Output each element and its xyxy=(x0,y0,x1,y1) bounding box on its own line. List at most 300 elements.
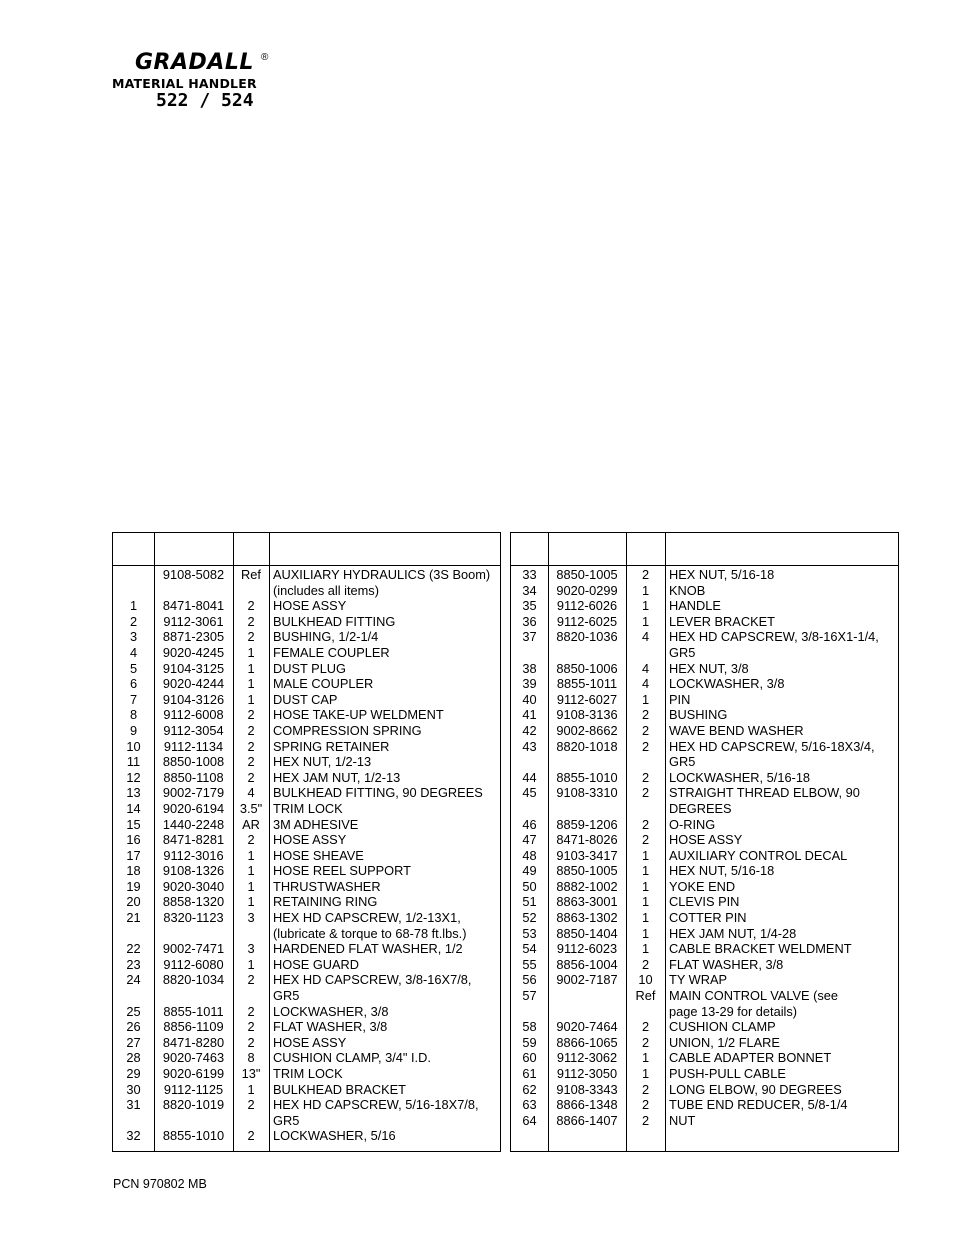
quantity: 3 xyxy=(247,941,255,957)
description: DEGREES xyxy=(669,800,732,816)
table-row xyxy=(511,629,898,645)
table-row xyxy=(511,661,898,677)
table-row xyxy=(113,817,500,833)
quantity: 2 xyxy=(641,738,650,754)
table-row xyxy=(113,1097,500,1113)
quantity: 3 xyxy=(247,910,255,926)
quantity: 1 xyxy=(247,644,255,660)
part-number: 9108-3343 xyxy=(556,1081,618,1097)
table-row xyxy=(113,754,500,770)
description: HOSE GUARD xyxy=(273,956,360,972)
description: HOSE ASSY xyxy=(669,832,743,848)
part-number xyxy=(548,645,626,661)
table-row xyxy=(511,972,898,988)
part-number: 8850-1008 xyxy=(162,754,225,770)
quantity: 1 xyxy=(247,878,255,894)
table-row xyxy=(511,676,898,692)
description: CUSHION CLAMP xyxy=(669,1019,776,1035)
description: 3M ADHESIVE xyxy=(273,816,359,832)
table-row xyxy=(511,879,898,895)
description: MALE COUPLER xyxy=(273,676,374,692)
table-row xyxy=(113,739,500,755)
table-row xyxy=(511,926,898,942)
quantity xyxy=(233,583,269,599)
table-row xyxy=(511,1082,898,1098)
table-row xyxy=(511,1050,898,1066)
table-header-divider xyxy=(113,565,500,566)
item-number: 38 xyxy=(522,660,537,676)
part-number: 8856-1109 xyxy=(163,1019,224,1035)
part-number: 9108-3136 xyxy=(556,707,618,723)
part-number: 8850-1404 xyxy=(556,925,618,941)
item-number: 25 xyxy=(126,1003,141,1019)
description: TY WRAP xyxy=(669,972,728,988)
quantity: 2 xyxy=(641,707,650,723)
table-row xyxy=(511,785,898,801)
description: COMPRESSION SPRING xyxy=(273,722,422,738)
part-number: 9112-3054 xyxy=(163,722,224,738)
description: LEVER BRACKET xyxy=(669,613,775,629)
part-number: 9020-0299 xyxy=(556,582,618,598)
description: GR5 xyxy=(273,988,300,1004)
part-number: 9112-6026 xyxy=(556,598,618,614)
table-row xyxy=(511,848,898,864)
part-number: 8855-1010 xyxy=(162,1128,225,1144)
quantity xyxy=(233,926,269,942)
description: PIN xyxy=(669,691,691,707)
item-number: 46 xyxy=(522,816,537,832)
description: HEX NUT, 1/2-13 xyxy=(273,754,372,770)
quantity: 1 xyxy=(641,582,650,598)
part-number: 8820-1034 xyxy=(162,972,225,988)
quantity: 2 xyxy=(641,567,650,582)
table-row xyxy=(113,1019,500,1035)
quantity: 1 xyxy=(641,925,650,941)
item-number: 27 xyxy=(126,1034,141,1050)
table-row xyxy=(113,1004,500,1020)
item-number: 14 xyxy=(126,800,141,816)
quantity: 4 xyxy=(641,660,650,676)
item-number: 44 xyxy=(522,769,537,785)
description: HEX HD CAPSCREW, 1/2-13X1, xyxy=(273,910,461,926)
description: GR5 xyxy=(273,1112,300,1128)
quantity: Ref xyxy=(635,988,656,1004)
table-row xyxy=(511,817,898,833)
quantity: 1 xyxy=(641,691,650,707)
quantity: 2 xyxy=(247,598,255,614)
part-number: 8471-8280 xyxy=(162,1034,225,1050)
quantity: 2 xyxy=(247,722,255,738)
table-row xyxy=(113,894,500,910)
description: BULKHEAD BRACKET xyxy=(273,1081,406,1097)
description: TRIM LOCK xyxy=(273,800,343,816)
part-number xyxy=(548,1004,626,1020)
part-number: 8820-1036 xyxy=(556,629,618,645)
table-row xyxy=(113,676,500,692)
table-row xyxy=(511,598,898,614)
description: KNOB xyxy=(669,582,706,598)
item-number: 3 xyxy=(129,629,138,645)
description: LOCKWASHER, 3/8 xyxy=(669,676,785,692)
part-number: 8882-1002 xyxy=(556,878,618,894)
item-number: 55 xyxy=(522,956,537,972)
item-number xyxy=(511,1004,548,1020)
part-number: 8855-1011 xyxy=(556,676,618,692)
item-number: 20 xyxy=(126,894,141,910)
table-row xyxy=(511,1035,898,1051)
part-number: 8820-1018 xyxy=(556,738,618,754)
quantity: 2 xyxy=(247,613,255,629)
item-number: 29 xyxy=(126,1066,141,1081)
item-number xyxy=(511,801,548,817)
table-row xyxy=(113,1050,500,1066)
table-header-divider xyxy=(511,565,898,566)
table-row xyxy=(511,832,898,848)
description: HOSE REEL SUPPORT xyxy=(273,863,411,879)
description: THRUSTWASHER xyxy=(273,878,381,894)
item-number: 43 xyxy=(522,738,537,754)
table-row xyxy=(113,692,500,708)
table-row xyxy=(113,723,500,739)
part-number: 9112-6080 xyxy=(163,956,224,972)
description: O-RING xyxy=(669,816,716,832)
quantity: 1 xyxy=(247,676,255,692)
description: (lubricate & torque to 68-78 ft.lbs.) xyxy=(273,925,467,941)
description: page 13-29 for details) xyxy=(669,1003,798,1019)
description: HOSE ASSY xyxy=(273,1034,347,1050)
table-row xyxy=(113,614,500,630)
part-number: 8471-8041 xyxy=(162,598,225,614)
quantity: 13" xyxy=(241,1066,261,1081)
description: BUSHING, 1/2-1/4 xyxy=(273,629,379,645)
description: (includes all items) xyxy=(273,582,379,598)
description: HANDLE xyxy=(669,598,721,614)
quantity: 2 xyxy=(247,769,255,785)
table-row xyxy=(511,739,898,755)
description: TRIM LOCK xyxy=(273,1066,343,1081)
quantity: 2 xyxy=(641,785,650,801)
item-number xyxy=(113,988,154,1004)
quantity: 1 xyxy=(641,878,650,894)
description: UNION, 1/2 FLARE xyxy=(669,1034,780,1050)
table-row xyxy=(511,801,898,817)
description: HEX NUT, 5/16-18 xyxy=(669,863,775,879)
item-number xyxy=(113,1113,154,1129)
part-number: 9020-7464 xyxy=(556,1019,618,1035)
item-number: 7 xyxy=(129,691,138,707)
item-number: 8 xyxy=(129,707,138,723)
description: HEX HD CAPSCREW, 3/8-16X1-1/4, xyxy=(669,629,879,645)
item-number: 36 xyxy=(522,613,537,629)
item-number: 9 xyxy=(129,722,138,738)
quantity: 2 xyxy=(247,629,255,645)
description: CLEVIS PIN xyxy=(669,894,740,910)
part-number: 8471-8281 xyxy=(162,832,225,848)
quantity xyxy=(626,754,665,770)
description: YOKE END xyxy=(669,878,736,894)
quantity: 4 xyxy=(641,676,650,692)
quantity: 2 xyxy=(641,769,650,785)
quantity: 10 xyxy=(638,972,653,988)
product-subtitle: MATERIAL HANDLER xyxy=(112,76,257,91)
pcn-footer: PCN 970802 MB xyxy=(113,1177,207,1191)
quantity: 2 xyxy=(247,738,255,754)
quantity: 2 xyxy=(247,832,255,848)
quantity: 2 xyxy=(641,832,650,848)
description: LOCKWASHER, 3/8 xyxy=(273,1003,389,1019)
description: CUSHION CLAMP, 3/4" I.D. xyxy=(273,1050,431,1066)
description: HOSE ASSY xyxy=(273,598,347,614)
part-number: 9104-3126 xyxy=(162,691,225,707)
quantity: 1 xyxy=(641,894,650,910)
item-number: 31 xyxy=(126,1097,141,1113)
parts-table-right xyxy=(510,532,899,1152)
item-number xyxy=(511,754,548,770)
table-row xyxy=(113,785,500,801)
quantity: 1 xyxy=(247,1081,255,1097)
description: LOCKWASHER, 5/16 xyxy=(273,1128,396,1144)
part-number: 9020-6199 xyxy=(162,1066,225,1081)
part-number: 8863-1302 xyxy=(556,910,618,926)
part-number: 9112-3050 xyxy=(556,1066,618,1081)
table-row xyxy=(511,1113,898,1129)
part-number: 9112-6008 xyxy=(163,707,224,723)
quantity xyxy=(626,1004,665,1020)
part-number: 8850-1108 xyxy=(163,769,224,785)
table-row xyxy=(113,972,500,988)
item-number: 54 xyxy=(522,941,537,957)
item-number: 32 xyxy=(126,1128,141,1144)
quantity: 2 xyxy=(247,972,255,988)
description: HEX NUT, 3/8 xyxy=(669,660,749,676)
table-row xyxy=(511,645,898,661)
part-number: 8855-1011 xyxy=(163,1003,224,1019)
part-number: 9104-3125 xyxy=(162,660,225,676)
part-number: 9112-6023 xyxy=(556,941,618,957)
quantity: 1 xyxy=(641,1066,650,1081)
quantity: 4 xyxy=(641,629,650,645)
table-row xyxy=(511,941,898,957)
description: AUXILIARY CONTROL DECAL xyxy=(669,847,848,863)
table-row xyxy=(511,692,898,708)
table-row xyxy=(511,957,898,973)
description: FLAT WASHER, 3/8 xyxy=(273,1019,388,1035)
part-number: 9112-3062 xyxy=(556,1050,618,1066)
table-row xyxy=(113,770,500,786)
part-number: 9020-6194 xyxy=(162,800,225,816)
description: HEX JAM NUT, 1/2-13 xyxy=(273,769,401,785)
quantity: 2 xyxy=(247,1003,255,1019)
part-number: 8855-1010 xyxy=(556,769,618,785)
item-number: 1 xyxy=(129,598,138,614)
item-number: 53 xyxy=(522,925,537,941)
item-number: 30 xyxy=(126,1081,141,1097)
table-row xyxy=(113,1113,500,1129)
quantity: 2 xyxy=(641,1034,650,1050)
table-row xyxy=(511,1097,898,1113)
item-number: 2 xyxy=(129,613,138,629)
table-row xyxy=(511,707,898,723)
item-number: 48 xyxy=(522,847,537,863)
table-row xyxy=(511,894,898,910)
quantity: 8 xyxy=(247,1050,255,1066)
part-number: 8866-1065 xyxy=(556,1034,618,1050)
quantity: 2 xyxy=(247,1019,255,1035)
part-number xyxy=(548,754,626,770)
model-number: 522 / 524 xyxy=(156,90,254,111)
item-number: 22 xyxy=(126,941,141,957)
brand-name: GRADALL xyxy=(135,50,254,75)
quantity: AR xyxy=(242,816,260,832)
part-number: 9108-1326 xyxy=(162,863,225,879)
item-number: 60 xyxy=(522,1050,537,1066)
quantity: 1 xyxy=(247,894,255,910)
parts-table-left xyxy=(112,532,501,1152)
description: AUXILIARY HYDRAULICS (3S Boom) xyxy=(273,567,491,582)
table-row xyxy=(511,723,898,739)
item-number: 26 xyxy=(126,1019,141,1035)
item-number: 41 xyxy=(522,707,537,723)
part-number: 9002-7187 xyxy=(556,972,618,988)
quantity: 2 xyxy=(247,1034,255,1050)
part-number: 8850-1005 xyxy=(556,863,618,879)
table-row xyxy=(511,754,898,770)
item-number: 39 xyxy=(522,676,537,692)
quantity: 1 xyxy=(641,613,650,629)
part-number: 9112-6025 xyxy=(556,613,618,629)
quantity: Ref xyxy=(241,567,261,582)
description: BULKHEAD FITTING xyxy=(273,613,396,629)
quantity: 2 xyxy=(641,722,650,738)
part-number: 9112-3061 xyxy=(163,613,224,629)
table-row xyxy=(113,910,500,926)
part-number: 9002-7471 xyxy=(162,941,225,957)
table-row xyxy=(113,863,500,879)
description: HEX HD CAPSCREW, 5/16-18X3/4, xyxy=(669,738,875,754)
description: LONG ELBOW, 90 DEGREES xyxy=(669,1081,842,1097)
part-number: 8320-1123 xyxy=(163,910,224,926)
description: HOSE ASSY xyxy=(273,832,347,848)
item-number: 40 xyxy=(522,691,537,707)
part-number: 9112-1125 xyxy=(163,1081,224,1097)
description: HEX HD CAPSCREW, 3/8-16X7/8, xyxy=(273,972,472,988)
item-number: 5 xyxy=(129,660,138,676)
quantity: 2 xyxy=(247,1128,255,1144)
item-number: 16 xyxy=(126,832,141,848)
part-number xyxy=(548,988,626,1004)
item-number: 19 xyxy=(126,878,141,894)
table-row xyxy=(113,583,500,599)
quantity: 1 xyxy=(641,941,650,957)
quantity: 4 xyxy=(247,785,255,801)
quantity: 2 xyxy=(641,1112,650,1128)
item-number: 59 xyxy=(522,1034,537,1050)
description: HOSE SHEAVE xyxy=(273,847,364,863)
description: GR5 xyxy=(669,754,696,770)
part-number: 9108-3310 xyxy=(556,785,618,801)
table-row xyxy=(113,645,500,661)
item-number: 57 xyxy=(522,988,537,1004)
parts-list-right xyxy=(511,567,898,1128)
part-number: 8856-1004 xyxy=(556,956,618,972)
part-number: 8866-1348 xyxy=(556,1097,618,1113)
part-number: 8850-1005 xyxy=(556,567,618,582)
part-number xyxy=(154,926,233,942)
description: WAVE BEND WASHER xyxy=(669,722,804,738)
description: TUBE END REDUCER, 5/8-1/4 xyxy=(669,1097,848,1113)
description: FLAT WASHER, 3/8 xyxy=(669,956,784,972)
item-number: 62 xyxy=(522,1081,537,1097)
item-number: 15 xyxy=(126,816,141,832)
description: CABLE BRACKET WELDMENT xyxy=(669,941,852,957)
item-number: 51 xyxy=(522,894,537,910)
table-row xyxy=(113,1082,500,1098)
table-row xyxy=(113,832,500,848)
table-row xyxy=(511,770,898,786)
quantity: 1 xyxy=(641,910,650,926)
item-number: 17 xyxy=(126,847,141,863)
item-number: 34 xyxy=(522,582,537,598)
table-row xyxy=(511,1004,898,1020)
part-number: 8866-1407 xyxy=(556,1112,618,1128)
quantity: 2 xyxy=(247,754,255,770)
description: MAIN CONTROL VALVE (see xyxy=(669,988,839,1004)
item-number: 10 xyxy=(126,738,141,754)
quantity xyxy=(626,645,665,661)
item-number: 45 xyxy=(522,785,537,801)
table-row xyxy=(511,988,898,1004)
part-number xyxy=(154,583,233,599)
part-number: 9002-7179 xyxy=(162,785,225,801)
table-row xyxy=(113,1035,500,1051)
item-number: 50 xyxy=(522,878,537,894)
table-row xyxy=(113,707,500,723)
part-number: 9103-3417 xyxy=(556,847,618,863)
part-number: 8859-1206 xyxy=(556,816,618,832)
part-number: 8871-2305 xyxy=(162,629,225,645)
item-number: 18 xyxy=(126,863,141,879)
description: RETAINING RING xyxy=(273,894,378,910)
item-number: 37 xyxy=(522,629,537,645)
table-row xyxy=(511,567,898,583)
part-number: 8863-3001 xyxy=(556,894,618,910)
table-row xyxy=(113,801,500,817)
item-number: 64 xyxy=(522,1112,537,1128)
table-row xyxy=(113,567,500,583)
table-row xyxy=(511,910,898,926)
item-number: 11 xyxy=(126,754,141,770)
description: NUT xyxy=(669,1112,696,1128)
table-row xyxy=(511,614,898,630)
item-number: 49 xyxy=(522,863,537,879)
registered-mark: ® xyxy=(261,52,269,63)
part-number: 8471-8026 xyxy=(556,832,618,848)
description: COTTER PIN xyxy=(669,910,747,926)
quantity: 1 xyxy=(247,691,255,707)
part-number: 1440-2248 xyxy=(162,816,225,832)
quantity: 2 xyxy=(641,1097,650,1113)
part-number: 9020-3040 xyxy=(162,878,225,894)
part-number: 9112-3016 xyxy=(163,847,224,863)
item-number xyxy=(113,583,154,599)
part-number xyxy=(548,801,626,817)
quantity: 2 xyxy=(641,1019,650,1035)
quantity: 2 xyxy=(641,1081,650,1097)
part-number: 9020-7463 xyxy=(162,1050,225,1066)
item-number: 24 xyxy=(126,972,141,988)
table-row xyxy=(113,848,500,864)
table-row xyxy=(113,941,500,957)
